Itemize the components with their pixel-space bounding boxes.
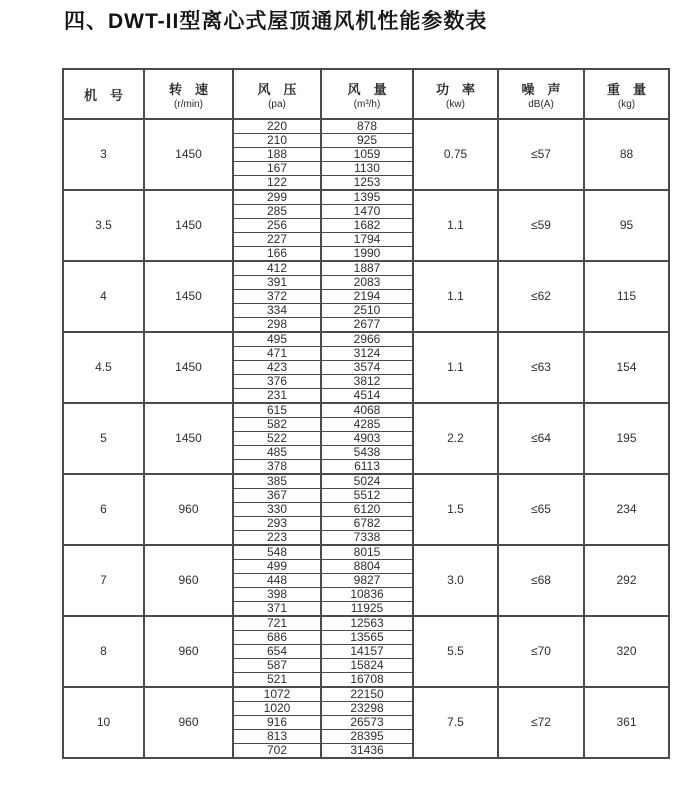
pressure-cell: 299	[233, 190, 321, 205]
pressure-cell: 548	[233, 545, 321, 560]
machine-no-cell: 3	[63, 119, 144, 190]
col-label: 重 量	[606, 81, 646, 97]
col-label: 风 量	[347, 81, 387, 97]
speed-cell: 1450	[144, 403, 233, 474]
volume-cell: 28395	[321, 730, 413, 744]
noise-cell: ≤72	[498, 687, 584, 758]
pressure-cell: 398	[233, 588, 321, 602]
weight-cell: 361	[584, 687, 669, 758]
col-label: 噪 声	[521, 81, 561, 97]
col-label: 风 压	[257, 81, 297, 97]
volume-cell: 6120	[321, 503, 413, 517]
table-row	[63, 545, 669, 560]
table-row	[63, 403, 669, 418]
page-title: 四、DWT-II型离心式屋顶通风机性能参数表	[64, 10, 488, 33]
noise-cell: ≤68	[498, 545, 584, 616]
table-header	[63, 69, 669, 119]
volume-cell: 1990	[321, 247, 413, 262]
volume-cell: 1253	[321, 176, 413, 191]
volume-cell: 7338	[321, 531, 413, 546]
col-unit: dB(A)	[528, 98, 554, 110]
pressure-cell: 686	[233, 631, 321, 645]
table-row	[63, 190, 669, 205]
pressure-cell: 367	[233, 489, 321, 503]
pressure-cell: 293	[233, 517, 321, 531]
pressure-cell: 702	[233, 744, 321, 759]
table-row	[63, 474, 669, 489]
pressure-cell: 378	[233, 460, 321, 475]
machine-no-cell: 7	[63, 545, 144, 616]
pressure-cell: 122	[233, 176, 321, 191]
pressure-cell: 231	[233, 389, 321, 404]
noise-cell: ≤64	[498, 403, 584, 474]
col-label: 功 率	[435, 81, 475, 97]
machine-no-cell: 3.5	[63, 190, 144, 261]
pressure-cell: 448	[233, 574, 321, 588]
col-unit: (m³/h)	[353, 98, 381, 110]
power-cell: 2.2	[413, 403, 498, 474]
weight-cell: 195	[584, 403, 669, 474]
pressure-cell: 522	[233, 432, 321, 446]
pressure-cell: 227	[233, 233, 321, 247]
pressure-cell: 813	[233, 730, 321, 744]
table-row	[63, 261, 669, 276]
pressure-cell: 654	[233, 645, 321, 659]
volume-cell: 2083	[321, 276, 413, 290]
pressure-cell: 167	[233, 162, 321, 176]
pressure-cell: 1020	[233, 702, 321, 716]
speed-cell: 960	[144, 616, 233, 687]
volume-cell: 3574	[321, 361, 413, 375]
volume-cell: 8804	[321, 560, 413, 574]
machine-no-cell: 8	[63, 616, 144, 687]
volume-cell: 22150	[321, 687, 413, 702]
pressure-cell: 916	[233, 716, 321, 730]
col-header-weight	[584, 69, 669, 119]
weight-cell: 95	[584, 190, 669, 261]
weight-cell: 154	[584, 332, 669, 403]
machine-no-cell: 4.5	[63, 332, 144, 403]
col-header-noise	[498, 69, 584, 119]
pressure-cell: 1072	[233, 687, 321, 702]
volume-cell: 8015	[321, 545, 413, 560]
volume-cell: 5024	[321, 474, 413, 489]
col-header-machine-no	[63, 69, 144, 119]
col-header-power	[413, 69, 498, 119]
pressure-cell: 334	[233, 304, 321, 318]
col-unit: (kg)	[617, 98, 636, 110]
pressure-cell: 423	[233, 361, 321, 375]
machine-no-cell: 10	[63, 687, 144, 758]
volume-cell: 11925	[321, 602, 413, 617]
weight-cell: 320	[584, 616, 669, 687]
pressure-cell: 285	[233, 205, 321, 219]
pressure-cell: 495	[233, 332, 321, 347]
speed-cell: 1450	[144, 261, 233, 332]
pressure-cell: 587	[233, 659, 321, 673]
volume-cell: 1794	[321, 233, 413, 247]
table-row	[63, 616, 669, 631]
pressure-cell: 188	[233, 148, 321, 162]
volume-cell: 5438	[321, 446, 413, 460]
col-label: 机 号	[83, 87, 123, 103]
pressure-cell: 385	[233, 474, 321, 489]
pressure-cell: 220	[233, 119, 321, 134]
volume-cell: 2677	[321, 318, 413, 333]
pressure-cell: 372	[233, 290, 321, 304]
pressure-cell: 223	[233, 531, 321, 546]
volume-cell: 1395	[321, 190, 413, 205]
weight-cell: 88	[584, 119, 669, 190]
pressure-cell: 521	[233, 673, 321, 688]
volume-cell: 4068	[321, 403, 413, 418]
volume-cell: 2966	[321, 332, 413, 347]
power-cell: 7.5	[413, 687, 498, 758]
volume-cell: 23298	[321, 702, 413, 716]
pressure-cell: 471	[233, 347, 321, 361]
col-header-pressure	[233, 69, 321, 119]
volume-cell: 10836	[321, 588, 413, 602]
power-cell: 5.5	[413, 616, 498, 687]
volume-cell: 9827	[321, 574, 413, 588]
pressure-cell: 391	[233, 276, 321, 290]
volume-cell: 5512	[321, 489, 413, 503]
volume-cell: 1682	[321, 219, 413, 233]
col-header-volume	[321, 69, 413, 119]
weight-cell: 292	[584, 545, 669, 616]
pressure-cell: 330	[233, 503, 321, 517]
volume-cell: 4903	[321, 432, 413, 446]
header-row	[63, 69, 669, 119]
speed-cell: 1450	[144, 332, 233, 403]
fan-performance-table	[62, 68, 670, 759]
volume-cell: 1059	[321, 148, 413, 162]
volume-cell: 3812	[321, 375, 413, 389]
volume-cell: 1470	[321, 205, 413, 219]
pressure-cell: 615	[233, 403, 321, 418]
volume-cell: 16708	[321, 673, 413, 688]
machine-no-cell: 5	[63, 403, 144, 474]
volume-cell: 4514	[321, 389, 413, 404]
pressure-cell: 210	[233, 134, 321, 148]
noise-cell: ≤59	[498, 190, 584, 261]
volume-cell: 12563	[321, 616, 413, 631]
pressure-cell: 298	[233, 318, 321, 333]
volume-cell: 6782	[321, 517, 413, 531]
volume-cell: 15824	[321, 659, 413, 673]
pressure-cell: 582	[233, 418, 321, 432]
table-row	[63, 332, 669, 347]
noise-cell: ≤63	[498, 332, 584, 403]
volume-cell: 878	[321, 119, 413, 134]
noise-cell: ≤62	[498, 261, 584, 332]
noise-cell: ≤70	[498, 616, 584, 687]
volume-cell: 6113	[321, 460, 413, 475]
speed-cell: 960	[144, 687, 233, 758]
noise-cell: ≤65	[498, 474, 584, 545]
volume-cell: 925	[321, 134, 413, 148]
weight-cell: 115	[584, 261, 669, 332]
volume-cell: 13565	[321, 631, 413, 645]
pressure-cell: 485	[233, 446, 321, 460]
pressure-cell: 721	[233, 616, 321, 631]
col-unit: (pa)	[268, 98, 286, 110]
table-row	[63, 119, 669, 134]
pressure-cell: 166	[233, 247, 321, 262]
power-cell: 1.1	[413, 190, 498, 261]
speed-cell: 1450	[144, 119, 233, 190]
power-cell: 1.1	[413, 261, 498, 332]
machine-no-cell: 6	[63, 474, 144, 545]
col-header-speed	[144, 69, 233, 119]
machine-no-cell: 4	[63, 261, 144, 332]
power-cell: 1.1	[413, 332, 498, 403]
pressure-cell: 412	[233, 261, 321, 276]
speed-cell: 960	[144, 545, 233, 616]
volume-cell: 14157	[321, 645, 413, 659]
table-row	[63, 687, 669, 702]
speed-cell: 1450	[144, 190, 233, 261]
volume-cell: 1887	[321, 261, 413, 276]
table-body	[63, 119, 669, 758]
volume-cell: 26573	[321, 716, 413, 730]
col-unit: (kw)	[446, 98, 465, 110]
volume-cell: 4285	[321, 418, 413, 432]
volume-cell: 31436	[321, 744, 413, 759]
pressure-cell: 256	[233, 219, 321, 233]
pressure-cell: 376	[233, 375, 321, 389]
volume-cell: 2510	[321, 304, 413, 318]
col-label: 转 速	[168, 81, 208, 97]
power-cell: 0.75	[413, 119, 498, 190]
power-cell: 3.0	[413, 545, 498, 616]
power-cell: 1.5	[413, 474, 498, 545]
volume-cell: 3124	[321, 347, 413, 361]
pressure-cell: 499	[233, 560, 321, 574]
volume-cell: 1130	[321, 162, 413, 176]
weight-cell: 234	[584, 474, 669, 545]
pressure-cell: 371	[233, 602, 321, 617]
noise-cell: ≤57	[498, 119, 584, 190]
volume-cell: 2194	[321, 290, 413, 304]
col-unit: (r/min)	[174, 98, 203, 110]
speed-cell: 960	[144, 474, 233, 545]
